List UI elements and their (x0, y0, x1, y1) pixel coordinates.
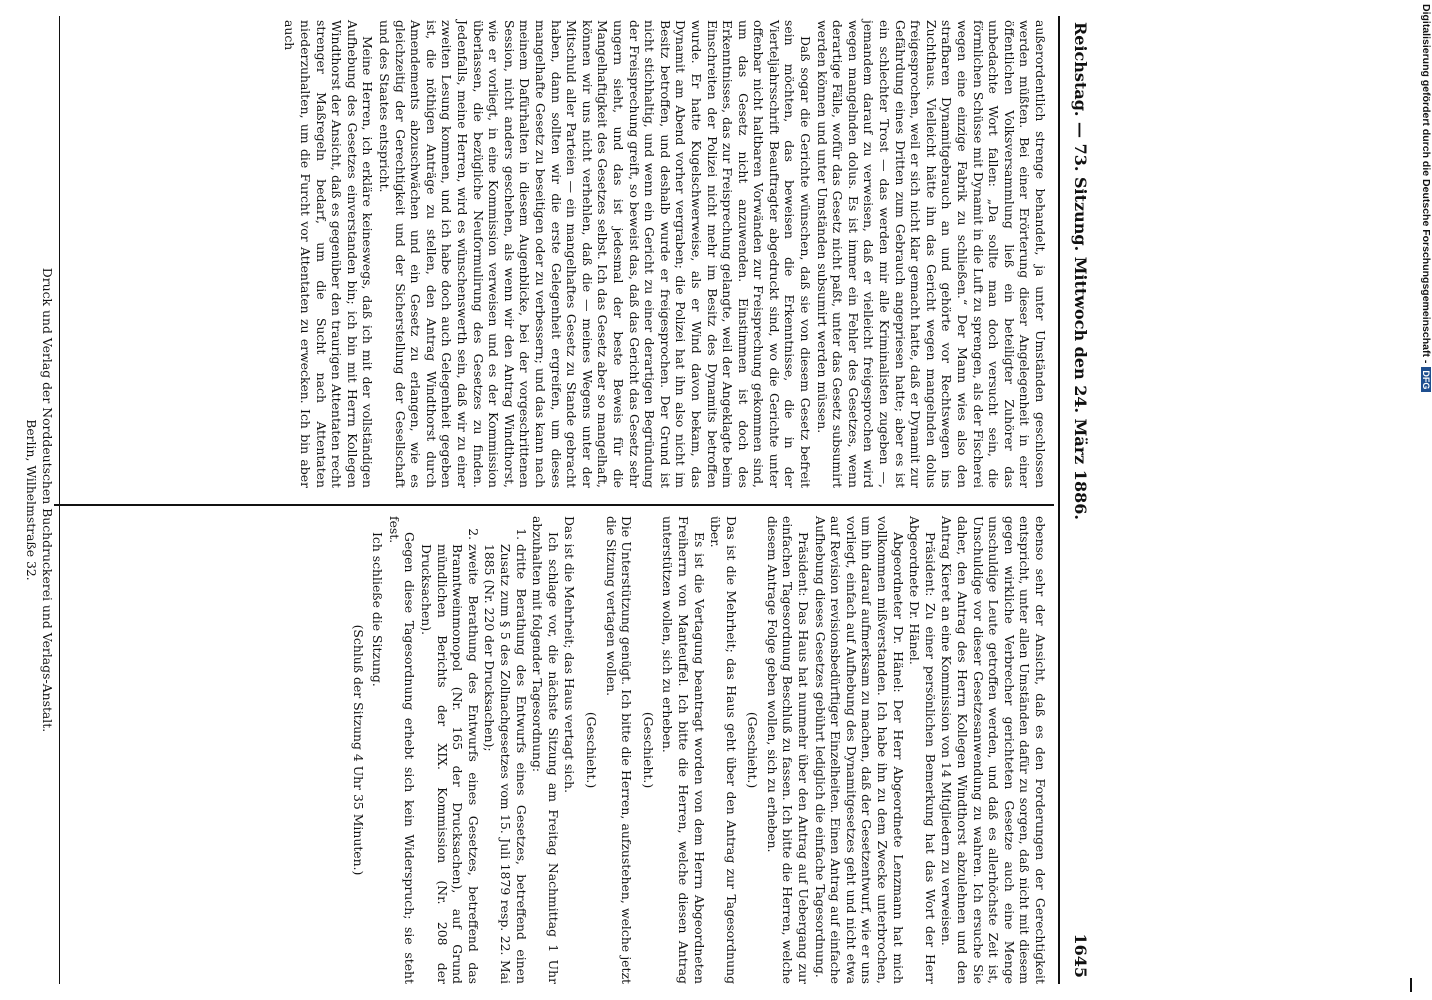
speaker-paragraph: Abgeordneter Dr. Hänel: Der Herr Abgeordnete Lenzmann hat mich vollkommen mißverstanden. Ich habe ihn zu dem Zwecke unterbrochen, um ihn darauf aufmerksam zu machen, daß der Gesetzentwurf, wie er uns vorliegt, einfach auf Aufhebung des Dynamitgesetzes geht und nicht etwa auf Revision revisionsbedürftiger Einzelheiten. Einen Antrag auf einfache Aufhebung dieses Gesetzes gebührt lediglich die einfache Tagesordnung. (812, 516, 906, 984)
paragraph: außerordentlich strenge behandelt, ja unter Umständen geschlossen werden müßten. Bei einer Erörterung dieser Angelegenheit in einer öffentlichen Volksversammlung ließ ein beteiligter Zuhörer das unbedachte Wort fallen: „Da sollte man doch versucht sein, die förmlichen Schüsse mit Dynamit in die Luft zu sprengen, als der Fischerei wegen eine einzige Fabrik zu schließen.“ Der Mann wies also den strafbaren Dynamitgebrauch an und gehörte vor Rechtswegen ins Zuchthaus. Vielleicht hätte ihn das Gericht wegen mangelnden dolus freigesprochen, weil er sich nicht klar gemacht hatte, daß er Dynamit zur Gefährdung eines Dritten zum Gebrauch angepriesen hatte; aber es ist ein schlechter Trost — das werden mir alle Kriminalisten zugeben —, jemandem darauf zu verweisen, daß er vielleicht freigesprochen wird wegen mangelnden dolus. Es ist immer ein Fehler des Gesetzes, wenn derartige Fälle, wofür das Gesetz nicht paßt, unter das Gesetz subsumirt werden können und unter Umständen subsumirt werden müssen. (814, 20, 1048, 488)
paragraph: Es ist die Vertagung beantragt worden von dem Herrn Abgeordneten Freiherrn von Manteuffel. Ich bitte die Herren, welche diesen Antrag unterstützen wollen, sich zu erheben. (660, 516, 707, 984)
stage-direction: (Geschieht.) (745, 711, 761, 789)
paragraph: Das ist die Mehrheit; das Haus vertagt sich. (562, 516, 578, 794)
column-divider (54, 504, 1054, 506)
agenda-list (418, 516, 528, 984)
speaker-paragraph: Präsident: Zu einer persönlichen Bemerkung hat das Wort der Herr Abgeordnete Dr. Hänel. (907, 516, 938, 984)
stage-direction: (Geschieht.) (583, 711, 599, 789)
paragraph: Das ist die Mehrheit; das Haus geht über den Antrag zur Tagesordnung über. (708, 516, 739, 984)
dfg-logo: DFG (1421, 367, 1431, 392)
paragraph: Gegen diese Tagesordnung erhebt sich kein Widerspruch; sie steht fest. (386, 516, 418, 984)
page-number: 1645 (1071, 933, 1090, 978)
scan-edge-mark (1410, 978, 1412, 992)
page-header (1060, 16, 1100, 984)
speaker-paragraph: Präsident: Das Haus hat nunmehr über den Antrag auf Uebergang zur einfachen Tagesordnung Beschluß zu fassen. Ich bitte die Herren, welche diesem Antrage Folge geben wollen, sich zu erheben. (764, 516, 812, 984)
paragraph: Ich schließe die Sitzung. (370, 532, 386, 687)
agenda-item: 2. zweite Berathung des Entwurfs eines Gesetzes, betreffend das Branntweinmonopol (Nr. 165 der Drucksachen), auf Grund mündlichen Berichts der XIX. Kommission (Nr. 208 der Drucksachen). (418, 544, 480, 984)
left-column (281, 20, 1048, 488)
paragraph: Ich schlage vor, die nächste Sitzung am Freitag Nachmittag 1 Uhr abzuhalten mit folgender Tagesordnung: (530, 516, 561, 984)
agenda-item: 1. dritte Berathung des Entwurfs eines Gesetzes, betreffend einen Zusatz zum § 5 des Zollnachgesetzes vom 15. Juli 1879 resp. 22. Mai 1885 (Nr. 220 der Drucksachen); (482, 544, 529, 984)
digitization-text: Digitalisierung gefördert durch die Deutsche Forschungsgemeinschaft - (1420, 4, 1432, 364)
right-column (344, 516, 1048, 984)
imprint-line: Druck und Verlag der Norddeutschen Buchdruckerei und Verlags-Anstalt. (40, 267, 55, 733)
paragraph: ebenso sehr der Ansicht, daß es den Forderungen der Gerechtigkeit entspricht, unter allen Umständen dafür zu sorgen, daß nicht mit diesem gegen wirkliche Verbrecher gerichteten Gesetze auch eine Menge unschuldige Leute getroffen werden, und daß es allerhöchste Zeit ist, Unschuldige vor dieser Gesetzesanwendung zu wahren. Ich ersuche Sie daher, den Antrag des Herrn Kollegen Windthorst abzulehnen und den Antrag Kieret an eine Kommission von 14 Mitgliedern zu verweisen. (939, 516, 1048, 984)
printer-imprint (10, 16, 60, 984)
paragraph: Daß sogar die Gerichte wünschen, daß sie von diesem Gesetz befreit sein möchten, das beweisen die Erkenntnisse, die in der Vierteljahrsschrift Beauftragter abgedruckt sind, wo die Gerichte unter offenbar nicht haltbaren Vorwänden zur Freisprechung gekommen sind, um das Gesetz nicht anzuwenden. Einstimmen ist doch des Erkenntnisses, das zur Freisprechung gelangte, weil der Angeklagte beim Einschreiten der Polizei nicht mehr im Besitz des Dynamits betroffen wurde. Er hatte Kugelschwerweise, als er Wind davon bekam, das Dynamit am Abend vorher vergraben; die Polizei hat ihn also nicht im Besitz betroffen, und deshalb wurde er freigesprochen. Der Grund ist nicht stichhaltig, und wenn ein Gericht zu einer derartigen Begründung der Freisprechung greift, so beweist das, daß das Gericht das Gesetz sehr ungern sieht, und das ist jedesmal der beste Beweis für die Mangelhaftigkeit des Gesetzes selbst. Ich das Gesetz aber so mangelhaft, können wir uns nicht verhehlen, daß die — meines Wegens unter der Mitschuld aller Parteien — ein mangelhaftes Gesetz zu Stande gebracht haben, dann sollten wir die erste Gelegenheit ergreifen, um dieses mangelhafte Gesetz zu beseitigen oder zu verbessern; und das kann nach meinem Dafürhalten in diesem Augenblicke, bei der vorgeschrittenen Session, nicht anders geschehen, als wenn wir den Antrag Windthorst, wie er vorliegt, in eine Kommission verweisen und es der Kommission überlassen, die bezügliche Neuformulirung des Gesetzes zu finden. Jedenfalls, meine Herren, wird es wünschenswerth sein, daß wir zu einer zweiten Lesung kommen, und ich habe doch auch Gelegenheit gegeben ist, die nöthigen Anträge zu stellen, den Antrag Windthorst durch Amendements abzuschwächen und ein Gesetz zu erlangen, wie es gleichzeitig der Gerechtigkeit und der Sicherstellung der Gesellschaft und des Staates entspricht. (377, 20, 814, 488)
session-end-note: (Schluß der Sitzung 4 Uhr 35 Minuten.) (350, 624, 366, 876)
document-page (20, 16, 1100, 984)
header-rule (1058, 16, 1060, 984)
paragraph: Die Unterstützung genügt. Ich bitte die Herren, aufzustehen, welche jetzt die Sitzung vertagen wollen. (603, 516, 635, 984)
stage-direction: (Geschieht.) (640, 711, 656, 789)
running-title: Reichstag. — 73. Sitzung. Mittwoch den 24. März 1886. (1071, 22, 1090, 520)
paragraph: Meine Herren, ich erkläre keineswegs, daß ich mit der vollständigen Aufhebung des Gesetzes einverstanden bin; ich bin mit Herrn Kollegen Windthorst der Ansicht, daß es gegenüber den traurigen Attentaten recht strenger Maßregeln bedarf, um die Sucht nach Attentaten niederzuhalten, um die Furcht vor Attentaten zu erwecken. Ich bin aber auch (282, 20, 376, 488)
digitization-note (1420, 4, 1432, 392)
imprint-line: Berlin, Wilhelmstraße 32. (24, 419, 39, 581)
